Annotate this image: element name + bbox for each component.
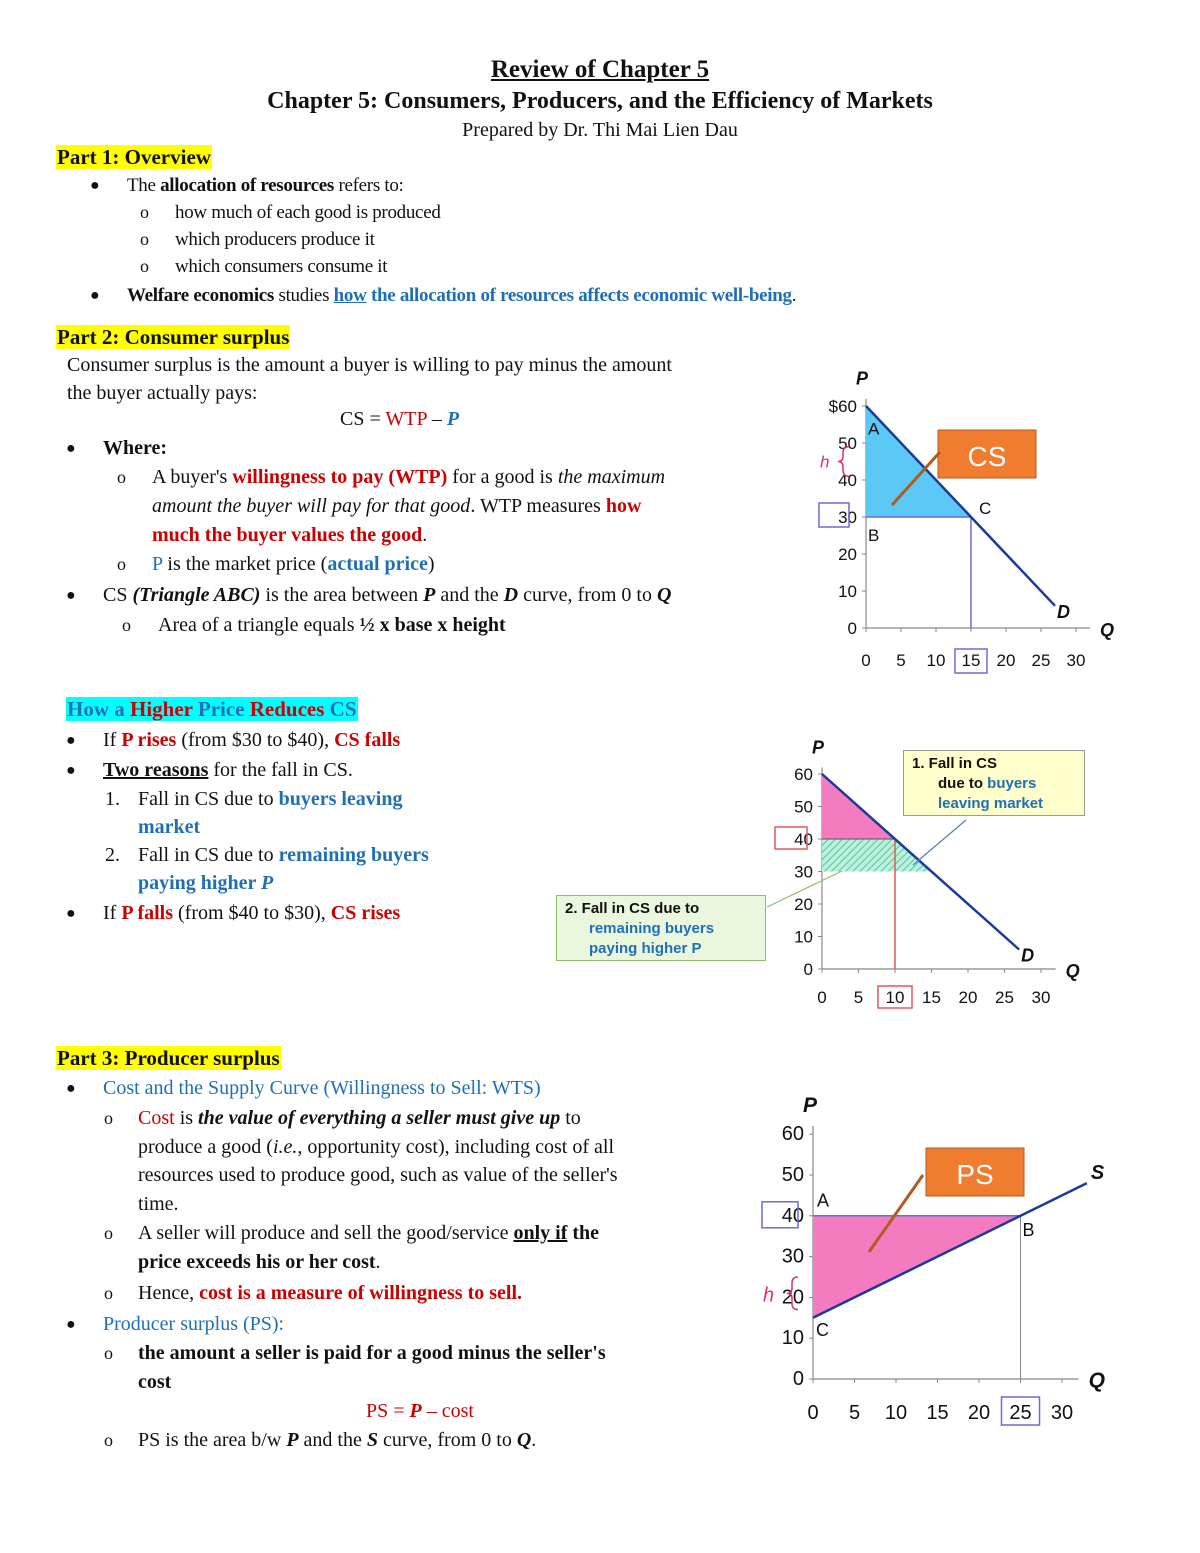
- sub-bullet-icon: o: [122, 615, 131, 635]
- x-tick-label: 15: [926, 1402, 949, 1424]
- x-tick-label: 25: [1031, 651, 1051, 670]
- part1-sub1: how much of each good is produced: [175, 202, 441, 223]
- bullet-icon: ●: [66, 905, 76, 922]
- part1-sub3: which consumers consume it: [175, 256, 388, 277]
- y-axis-title: P: [812, 737, 825, 758]
- bullet-icon: ●: [90, 287, 100, 304]
- bullet-icon: ●: [66, 1080, 76, 1097]
- x-tick-label: 20: [967, 1402, 991, 1424]
- x-tick-label: 15: [961, 651, 981, 670]
- y-tick-label: 10: [838, 582, 857, 601]
- sub-bullet-icon: o: [117, 554, 126, 574]
- y-tick-label: 30: [781, 1245, 804, 1268]
- x-tick-label: 5: [848, 1402, 861, 1424]
- y-tick-label: 30: [794, 862, 813, 882]
- bullet-icon: ●: [66, 732, 76, 749]
- ps-area-line: PS is the area b/w P and the S curve, from 0 to Q.: [138, 1429, 537, 1451]
- ps-def-line1: the amount a seller is paid for a good minus the seller's: [138, 1342, 606, 1364]
- cost-line3: resources used to produce good, such as value of the seller's: [138, 1164, 618, 1186]
- part2-heading: Part 2: Consumer surplus: [57, 325, 290, 349]
- demand-curve-label: D: [1021, 945, 1035, 966]
- point-b-label: B: [868, 526, 880, 545]
- higher-price-heading: How a Higher Price Reduces CS: [67, 697, 357, 721]
- y-tick-label: 60: [781, 1123, 804, 1146]
- cost-line1: Cost is the value of everything a seller must give up to: [138, 1107, 581, 1129]
- y-tick-label: 50: [838, 434, 857, 453]
- part1-sub2: which producers produce it: [175, 229, 375, 250]
- part3-heading: Part 3: Producer surplus: [57, 1046, 280, 1070]
- x-tick-label: 15: [922, 988, 941, 1007]
- y-tick-label: 40: [838, 471, 857, 490]
- y-tick-label: 50: [794, 797, 813, 817]
- bullet-icon: ●: [66, 440, 76, 457]
- y-tick-label: 0: [803, 960, 813, 979]
- sub-bullet-icon: o: [104, 1108, 113, 1128]
- x-tick-label: 0: [861, 651, 871, 670]
- point-b-label: B: [1022, 1219, 1035, 1240]
- callout-remaining-buyers: 2. Fall in CS due to remaining buyers paying higher P: [556, 895, 766, 961]
- where-label: Where:: [103, 437, 168, 459]
- cost-line4: time.: [138, 1193, 179, 1215]
- x-tick-label: 20: [996, 651, 1016, 670]
- only-if-line2: price exceeds his or her cost.: [138, 1251, 381, 1273]
- author-line: Prepared by Dr. Thi Mai Lien Dau: [462, 119, 738, 141]
- point-c-label: C: [816, 1319, 829, 1340]
- reason1-line2: market: [138, 816, 201, 838]
- document-title: Review of Chapter 5: [490, 56, 710, 83]
- x-tick-label: 10: [885, 988, 905, 1007]
- ps-chart: [755, 1085, 1135, 1430]
- reason2-line2: paying higher P: [138, 872, 274, 894]
- x-tick-label: 5: [853, 988, 864, 1007]
- part1-bullet1: The allocation of resources refers to:: [127, 175, 404, 196]
- y-tick-label: $60: [828, 397, 857, 416]
- x-tick-label: 25: [995, 988, 1014, 1007]
- sub-bullet-icon: o: [140, 229, 149, 249]
- callout-buyers-leaving: 1. Fall in CS due to buyers leaving market: [903, 750, 1085, 816]
- y-tick-label: 10: [781, 1327, 804, 1350]
- callout1-pointer: [913, 820, 966, 865]
- wtp-line1: A buyer's willingness to pay (WTP) for a good is the maximum: [152, 466, 666, 488]
- x-tick-label: 0: [807, 1402, 819, 1424]
- x-tick-label: 10: [926, 651, 946, 670]
- sub-bullet-icon: o: [104, 1343, 113, 1363]
- ps-def-line2: cost: [138, 1371, 172, 1393]
- y-tick-label: 10: [794, 927, 813, 947]
- y-axis-title: P: [856, 368, 869, 389]
- cs-formula: CS = WTP – P: [340, 408, 460, 430]
- sub-bullet-icon: o: [104, 1283, 113, 1303]
- y-tick-label: 50: [781, 1164, 804, 1186]
- y-tick-label: 60: [794, 765, 813, 784]
- y-tick-label: 0: [792, 1368, 804, 1390]
- two-reasons-line: Two reasons for the fall in CS.: [103, 759, 353, 781]
- wtp-line2: amount the buyer will pay for that good. WTP measures how: [152, 495, 642, 517]
- p-falls-line: If P falls (from $40 to $30), CS rises: [103, 902, 401, 924]
- x-tick-label: 20: [958, 988, 978, 1007]
- y-tick-label: 20: [838, 545, 857, 564]
- cost-supply-heading: Cost and the Supply Curve (Willingness to Sell: WTS): [103, 1077, 541, 1099]
- bullet-icon: ●: [66, 1316, 76, 1333]
- y-tick-label: 20: [781, 1286, 804, 1309]
- ps-formula: PS = P – cost: [366, 1400, 474, 1422]
- y-axis-title: P: [803, 1094, 818, 1118]
- p-rises-line: If P rises (from $30 to $40), CS falls: [103, 729, 401, 751]
- ps-heading: Producer surplus (PS):: [103, 1313, 285, 1335]
- sub-bullet-icon: o: [104, 1430, 113, 1450]
- cs-area-definition: CS (Triangle ABC) is the area between P and the D curve, from 0 to Q: [103, 584, 672, 606]
- supply-curve-label: S: [1090, 1162, 1105, 1185]
- sub-bullet-icon: o: [104, 1223, 113, 1243]
- x-tick-label: 30: [1031, 988, 1051, 1007]
- point-a-label: A: [817, 1190, 830, 1211]
- only-if-line1: A seller will produce and sell the good/service only if the: [138, 1222, 600, 1244]
- h-label: h: [820, 452, 830, 472]
- point-c-label: C: [979, 499, 992, 518]
- x-axis-title: Q: [1065, 961, 1080, 981]
- sub-bullet-icon: o: [140, 256, 149, 276]
- bullet-icon: ●: [90, 177, 100, 194]
- bullet-icon: ●: [66, 762, 76, 779]
- x-tick-label: 5: [896, 651, 906, 670]
- part1-bullet2: Welfare economics studies how the allocation of resources affects economic well-being.: [127, 285, 797, 306]
- y-tick-label: 40: [781, 1204, 804, 1227]
- point-a-label: A: [868, 419, 880, 439]
- y-tick-label: 30: [838, 508, 857, 527]
- y-tick-label: 20: [794, 895, 813, 914]
- h-label: h: [763, 1284, 775, 1307]
- reason1-number: 1.: [105, 788, 120, 810]
- x-tick-label: 30: [1066, 651, 1086, 670]
- reason1-line1: Fall in CS due to buyers leaving: [138, 788, 403, 810]
- x-tick-label: 30: [1050, 1402, 1074, 1424]
- y-tick-label: 0: [847, 619, 857, 638]
- sub-bullet-icon: o: [140, 202, 149, 222]
- x-tick-label: 0: [817, 988, 827, 1007]
- cs-intro-line1: Consumer surplus is the amount a buyer is willing to pay minus the amount: [67, 354, 672, 376]
- cs-callout-label: CS: [967, 441, 1007, 472]
- cost-line2: produce a good (i.e., opportunity cost), including cost of all: [138, 1136, 615, 1158]
- cs-chart: [800, 360, 1130, 680]
- demand-curve-label: D: [1057, 601, 1070, 622]
- x-tick-label: 10: [884, 1402, 908, 1424]
- price-definition: P is the market price (actual price): [152, 553, 435, 575]
- part1-heading: Part 1: Overview: [57, 145, 211, 169]
- x-tick-label: 25: [1009, 1402, 1032, 1424]
- wtp-line3: much the buyer values the good.: [152, 524, 428, 546]
- cs-intro-line2: the buyer actually pays:: [67, 382, 258, 404]
- sub-bullet-icon: o: [117, 467, 126, 487]
- ps-callout-label: PS: [956, 1159, 994, 1190]
- y-tick-label: 40: [794, 830, 813, 849]
- reason2-number: 2.: [105, 844, 120, 866]
- document-subtitle: Chapter 5: Consumers, Producers, and the Efficiency of Markets: [267, 88, 933, 114]
- hence-line: Hence, cost is a measure of willingness to sell.: [138, 1282, 523, 1304]
- x-axis-title: Q: [1100, 620, 1115, 640]
- triangle-area-note: Area of a triangle equals ½ x base x height: [158, 614, 506, 636]
- bullet-icon: ●: [66, 587, 76, 604]
- x-axis-title: Q: [1088, 1369, 1105, 1392]
- reason2-line1: Fall in CS due to remaining buyers: [138, 844, 429, 866]
